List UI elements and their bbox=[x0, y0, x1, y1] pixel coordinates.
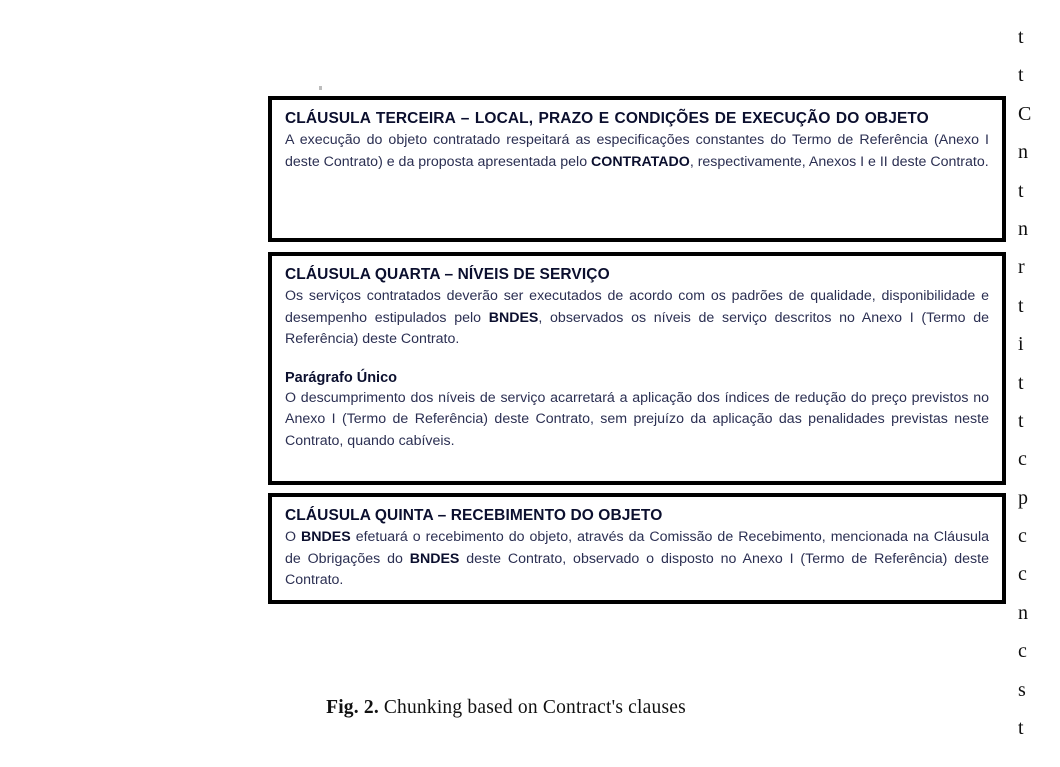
clause-title-quarta: CLÁUSULA QUARTA – NÍVEIS DE SERVIÇO bbox=[285, 266, 610, 283]
clause-body-paragrafo-unico: O descumprimento dos níveis de serviço acarretará a aplicação dos índices de redução do preço previstos no Anexo I (Termo de Referência) deste Contrato, sem prejuízo da aplicação das penalidades previstas neste Contrato, quando cabíveis. bbox=[285, 389, 989, 449]
clause-box-quarta bbox=[268, 252, 1006, 485]
clause-subheading-paragrafo-unico: Parágrafo Único bbox=[285, 369, 397, 386]
right-column-line: t bbox=[1018, 179, 1024, 202]
clause-box-quinta bbox=[268, 493, 1006, 604]
right-column-line: n bbox=[1018, 141, 1028, 164]
clause-body-terceira: A execução do objeto contratado respeitará as especificações constantes do Termo de Referência (Anexo I deste Contrato) e da proposta apresentada pelo CONTRATADO, respectivamente, Anexos I e II deste Contrato. bbox=[285, 132, 989, 170]
figure-caption-label: Fig. 2. bbox=[326, 697, 379, 718]
paragraph-spacer bbox=[285, 351, 989, 368]
clause-body-quarta: Os serviços contratados deverão ser executados de acordo com os padrões de qualidade, disponibilidade e desempenho estipulados pelo BNDES, observados os níveis de serviço descritos no Anexo I (Termo de Referência) deste Contrato. bbox=[285, 288, 989, 347]
right-column-line: i bbox=[1018, 333, 1024, 356]
clause-title-terceira: CLÁUSULA TERCEIRA – LOCAL, PRAZO E CONDIÇÕES DE EXECUÇÃO DO OBJETO bbox=[285, 110, 929, 127]
right-column-line: n bbox=[1018, 601, 1028, 624]
clause-box-terceira bbox=[268, 96, 1006, 242]
right-column-line: t bbox=[1018, 717, 1024, 740]
right-column-line: t bbox=[1018, 26, 1024, 48]
right-column-line: t bbox=[1018, 294, 1024, 317]
clause-title-quinta: CLÁUSULA QUINTA – RECEBIMENTO DO OBJETO bbox=[285, 507, 663, 524]
right-column-line: s bbox=[1018, 678, 1026, 701]
right-column-line: c bbox=[1018, 448, 1027, 471]
right-column-line: c bbox=[1018, 525, 1027, 548]
right-text-column-clipped bbox=[1018, 0, 1060, 767]
right-column-line: c bbox=[1018, 640, 1027, 663]
right-column-line: n bbox=[1018, 217, 1028, 240]
right-column-line: C bbox=[1018, 102, 1032, 125]
scan-artifact-speck bbox=[319, 86, 322, 90]
clause-body-quinta: O BNDES efetuará o recebimento do objeto, através da Comissão de Recebimento, mencionada na Cláusula de Obrigações do BNDES deste Contrato, observado o disposto no Anexo I (Termo de Referência) deste Contrato. bbox=[285, 529, 989, 588]
right-column-line: c bbox=[1018, 563, 1027, 586]
figure-caption-text: Chunking based on Contract's clauses bbox=[383, 697, 686, 718]
right-column-line: p bbox=[1018, 486, 1028, 509]
right-column-line: t bbox=[1018, 64, 1024, 87]
figure-caption bbox=[0, 697, 1012, 719]
right-column-line: t bbox=[1018, 371, 1024, 394]
right-column-line: r bbox=[1018, 256, 1025, 279]
right-column-line: t bbox=[1018, 409, 1024, 432]
